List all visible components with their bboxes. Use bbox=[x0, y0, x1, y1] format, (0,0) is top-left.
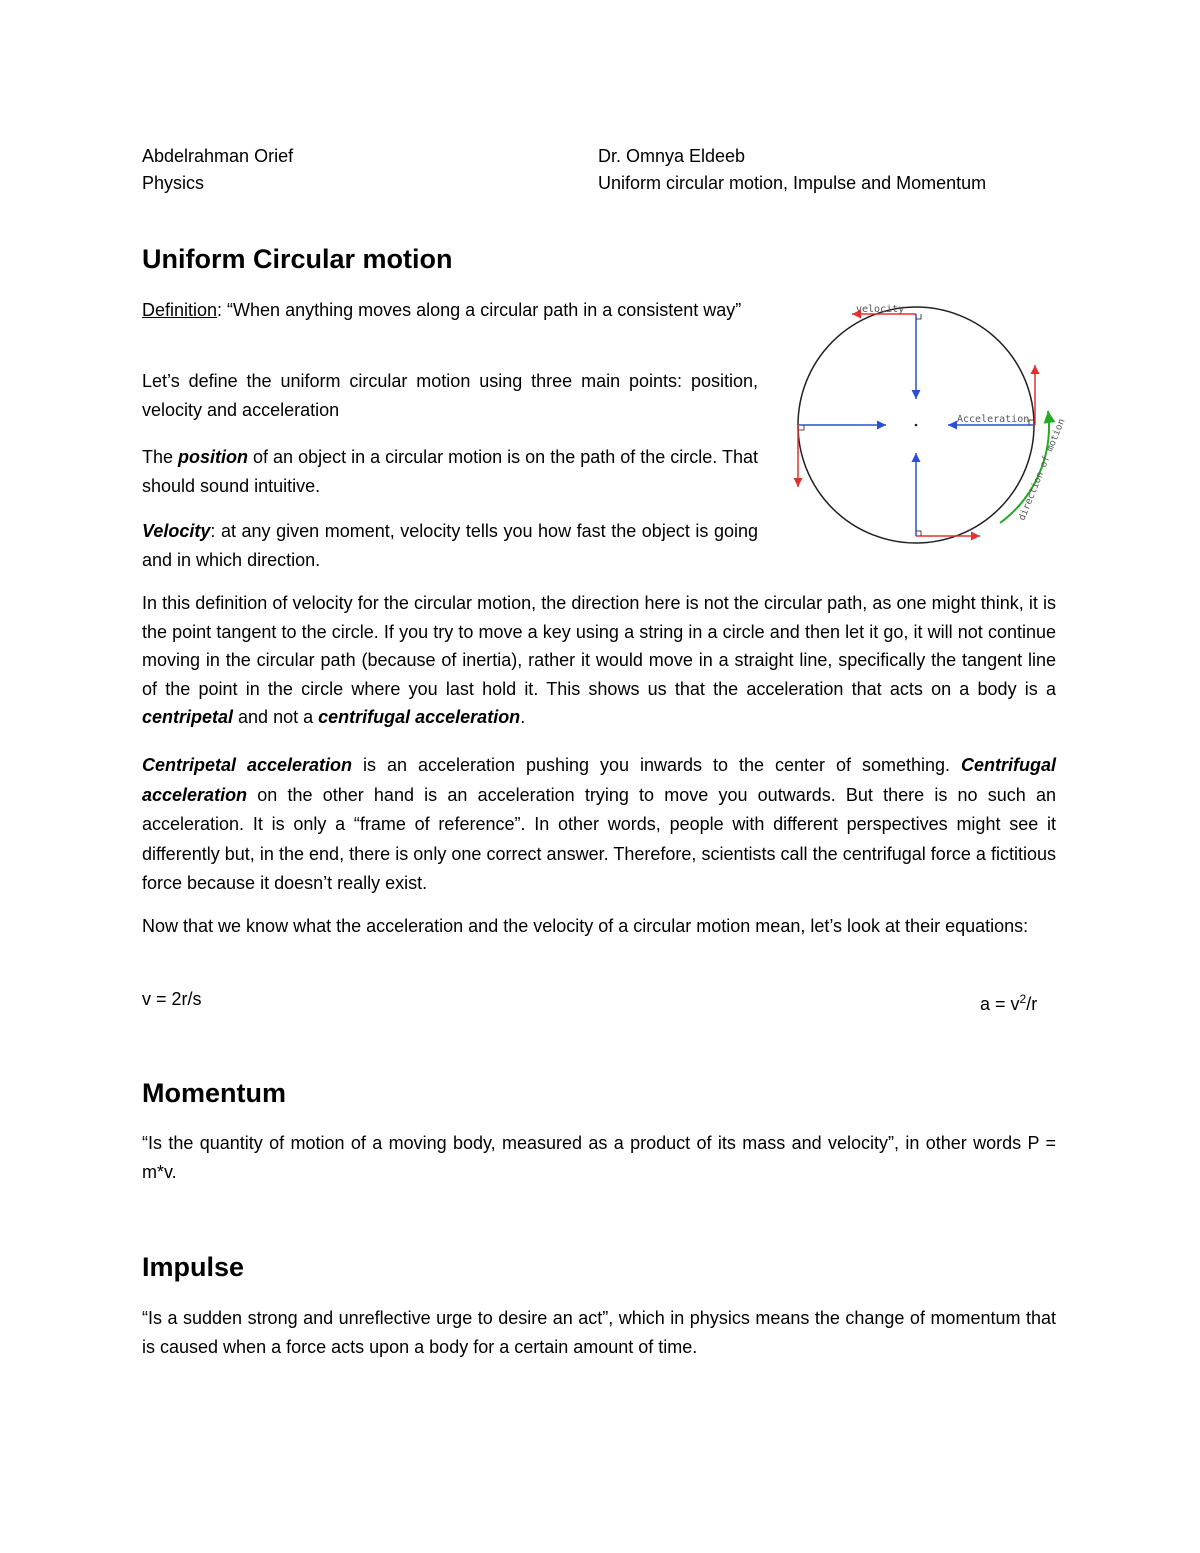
instructor-name: Dr. Omnya Eldeeb bbox=[598, 146, 746, 166]
section-heading-impulse: Impulse bbox=[142, 1252, 245, 1282]
document-topic: Uniform circular motion, Impulse and Momentum bbox=[598, 173, 987, 193]
intro-paragraph: Let’s define the uniform circular motion using three main points: position, velocity and acceleration bbox=[142, 371, 758, 420]
centrifugal-term: Centrifugal acceleration bbox=[142, 755, 1056, 805]
definition-text: : “When anything moves along a circular path in a consistent way” bbox=[217, 300, 742, 320]
direction-of-motion-label: direction of motion bbox=[1016, 417, 1068, 523]
velocity-term: Velocity bbox=[142, 521, 211, 541]
center-point bbox=[915, 424, 918, 427]
position-term: position bbox=[178, 447, 249, 467]
tangent-paragraph: In this definition of velocity for the circular motion, the direction here is not the circular path, as one might think, it is the point tangent to the circle. If you try to move a key using a string in a circle and then let it go, it will not continue moving in the circular path (because of inertia), rather it would move in a straight line, specifically the tangent line of the point in the circle where you last hold it. This shows us that the acceleration that acts on a body is a centripetal and not a centrifugal acceleration. bbox=[142, 593, 1056, 727]
centripetal-term: Centripetal acceleration bbox=[142, 755, 353, 775]
definition-label: Definition bbox=[142, 300, 218, 320]
definition-paragraph bbox=[142, 296, 758, 325]
velocity-paragraph: Velocity: at any given moment, velocity tells you how fast the object is going and in which direction. bbox=[142, 521, 758, 570]
equations-intro: Now that we know what the acceleration and the velocity of a circular motion mean, let’s look at their equations: bbox=[142, 916, 1029, 936]
circular-motion-diagram bbox=[780, 295, 1070, 555]
acceleration-equation: $a = v^2/r$ bbox=[980, 992, 1038, 1014]
acceleration-label: Acceleration bbox=[957, 414, 1030, 425]
centrifugal-word: centrifugal acceleration bbox=[318, 707, 521, 727]
position-paragraph: The position of an object in a circular motion is on the path of the circle. That should sound intuitive. bbox=[142, 447, 758, 496]
centripetal-word: centripetal bbox=[142, 707, 234, 727]
section-heading-momentum: Momentum bbox=[142, 1078, 286, 1108]
author-name: Abdelrahman Orief bbox=[142, 146, 294, 166]
velocity-label: velocity bbox=[856, 304, 905, 315]
velocity-equation: v = 2r/s bbox=[142, 989, 202, 1009]
subject: Physics bbox=[142, 173, 205, 193]
impulse-paragraph: “Is a sudden strong and unreflective urge to desire an act”, which in physics means the change of momentum that is caused when a force acts upon a body for a certain amount of time. bbox=[142, 1308, 1056, 1357]
centripetal-paragraph: Centripetal acceleration is an acceleration pushing you inwards to the center of something. Centrifugal acceleration on the other hand is an acceleration trying to move you outwards. But there is no such an acceleration. It is only a “frame of reference”. In other words, people with different perspectives might see it differently but, in the end, there is only one correct answer. Therefore, scientists call the centrifugal force a fictitious force because it doesn’t really exist. bbox=[142, 755, 1056, 893]
momentum-paragraph: “Is the quantity of motion of a moving body, measured as a product of its mass and velocity”, in other words P = m*v. bbox=[142, 1133, 1056, 1182]
section-heading-circular: Uniform Circular motion bbox=[142, 244, 453, 274]
